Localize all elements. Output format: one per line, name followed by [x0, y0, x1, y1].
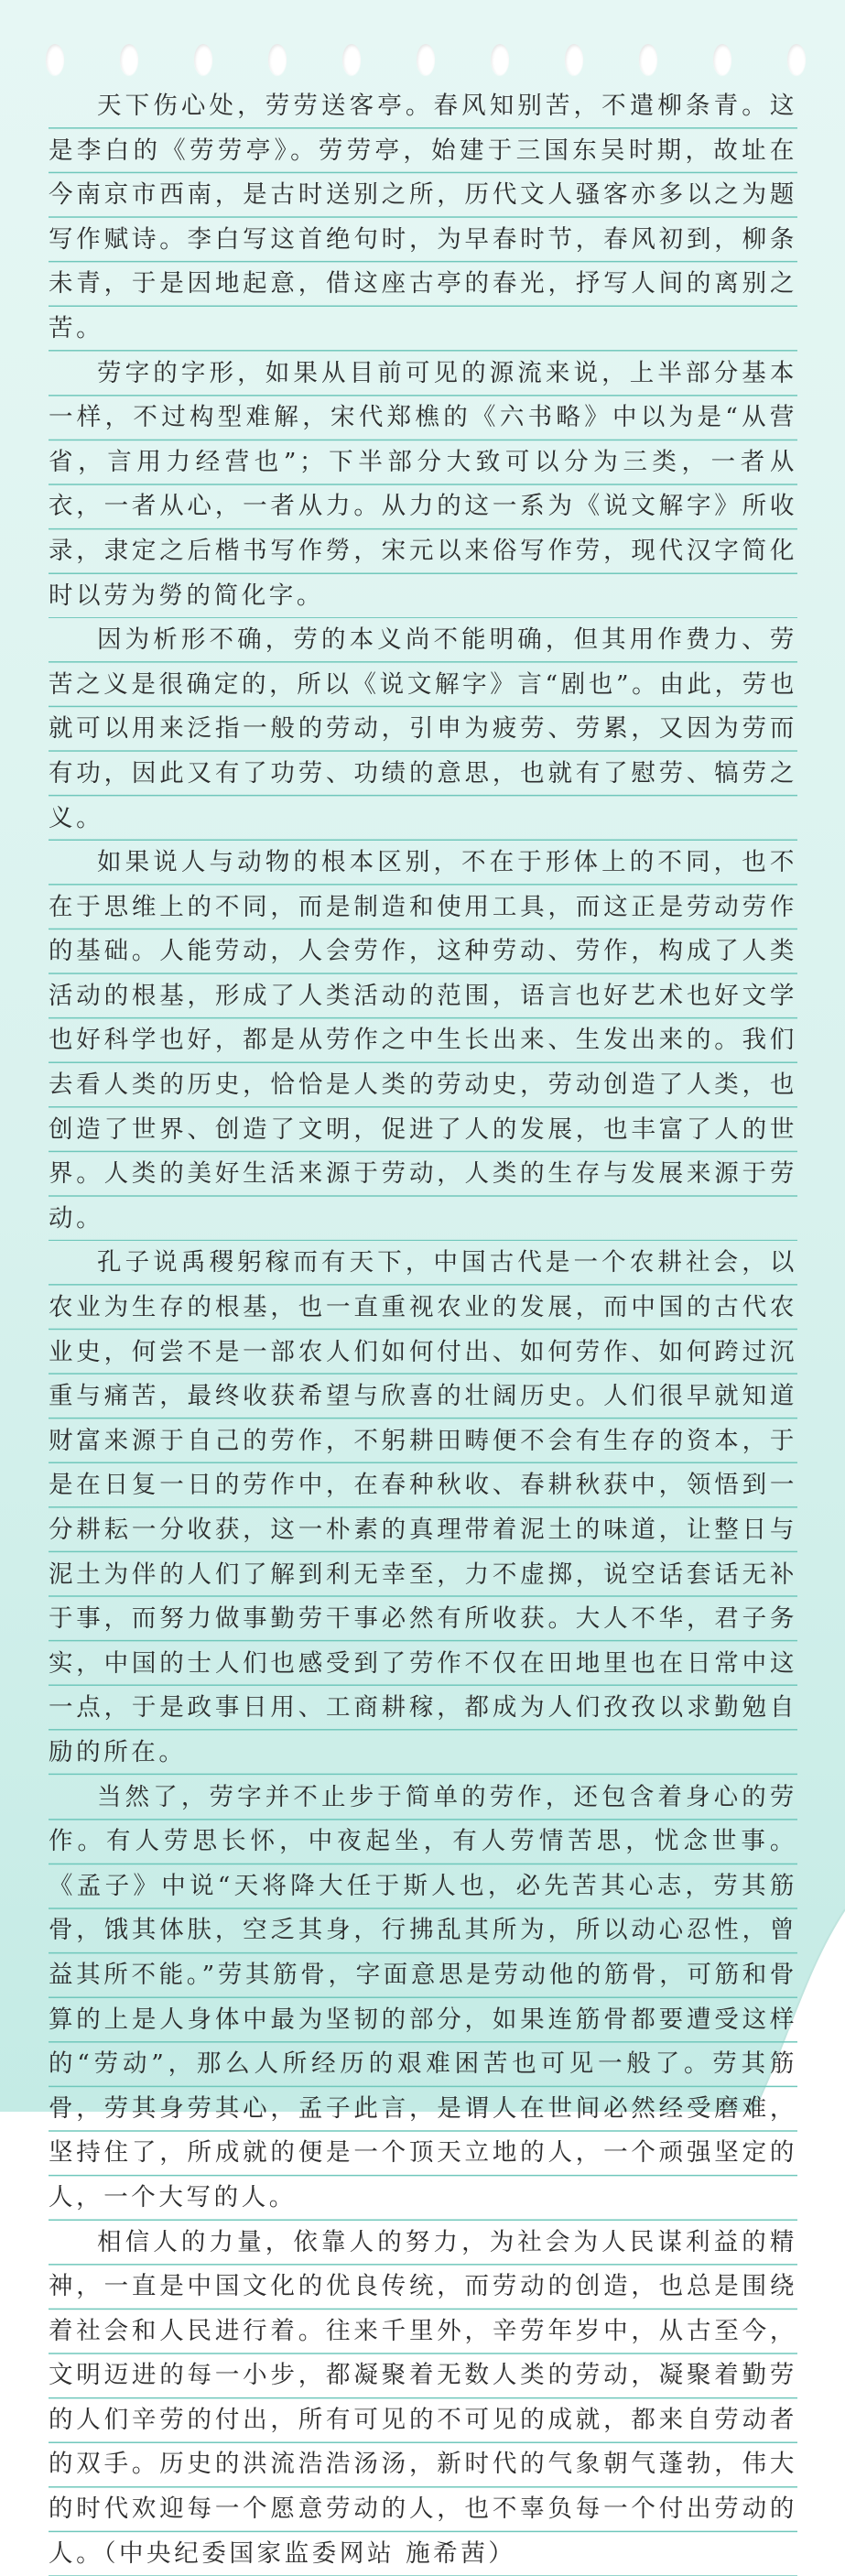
binder-hole [194, 44, 212, 75]
binder-hole [713, 44, 731, 75]
paragraph-mind-and-body: 当然了，劳字并不止步于简单的劳作，还包含着身心的劳作。有人劳思长怀，中夜起坐，有人劳情苦思，忧念世事。《孟子》中说“天将降大任于斯人也，必先苦其心志，劳其筋骨，饿其体肤，空乏其身，行拂乱其所为，所以动心忍性，曾益其所不能。”劳其筋骨，字面意思是劳动他的筋骨，可筋和骨算的上是人身体中最为坚韧的部分，如果连筋骨都要遭受这样的“劳动”，那么人所经历的艰难困苦也可见一般了。劳其筋骨，劳其身劳其心，孟子此言，是谓人在世间必然经受磨难，坚持住了，所成就的便是一个顶天立地的人，一个顽强坚定的人，一个大写的人。 [49, 1776, 797, 2221]
paragraph-conclusion: 相信人的力量，依靠人的努力，为社会为人民谋利益的精神，一直是中国文化的优良传统，而劳动的创造，也总是围绕着社会和人民进行着。往来千里外，辛劳年岁中，从古至今，文明迈进的每一小步，都凝聚着无数人类的劳动，凝聚着勤劳的人们辛劳的付出，所有可见的不可见的成就，都来自劳动者的双手。历史的洪流浩浩汤汤，新时代的气象朝气蓬勃，伟大的时代欢迎每一个愿意劳动的人，也不辜负每一个付出劳动的人。（中央纪委国家监委网站 施希茜） [49, 2221, 797, 2576]
binder-hole [565, 44, 583, 75]
binder-hole [342, 44, 361, 75]
binder-hole [639, 44, 657, 75]
binder-holes [46, 44, 806, 81]
paragraph-character-form: 劳字的字形，如果从目前可见的源流来说，上半部分基本一样，不过构型难解，宋代郑樵的《六书略》中以为是“从营省，言用力经营也”；下半部分大致可以分为三类，一者从衣，一者从心，一者从力。从力的这一系为《说文解字》所收录，隶定之后楷书写作勞，宋元以来俗写作劳，现代汉字简化时以劳为勞的简化字。 [49, 352, 797, 619]
paragraph-agriculture: 孔子说禹稷躬稼而有天下，中国古代是一个农耕社会，以农业为生存的根基，也一直重视农业的发展，而中国的古代农业史，何尝不是一部农人们如何付出、如何劳作、如何跨过沉重与痛苦，最终收获希望与欣喜的壮阔历史。人们很早就知道财富来源于自己的劳作，不躬耕田畴便不会有生存的资本，于是在日复一日的劳作中，在春种秋收、春耕秋获中，领悟到一分耕耘一分收获，这一朴素的真理带着泥土的味道，让整日与泥土为伴的人们了解到利无幸至，力不虚掷，说空话套话无补于事，而努力做事勤劳干事必然有所收获。大人不华，君子务实，中国的士人们也感受到了劳作不仅在田地里也在日常中这一点，于是政事日用、工商耕稼，都成为人们孜孜以求勤勉自励的所在。 [49, 1241, 797, 1775]
paragraph-laolao-pavilion: 天下伤心处，劳劳送客亭。春风知别苦，不遣柳条青。这是李白的《劳劳亭》。劳劳亭，始建于三国东吴时期，故址在今南京市西南，是古时送别之所，历代文人骚客亦多以之为题写作赋诗。李白写这首绝句时，为早春时节，春风初到，柳条未青，于是因地起意，借这座古亭的春光，抒写人间的离别之苦。 [49, 84, 797, 352]
binder-hole [417, 44, 435, 75]
paragraph-meaning: 因为析形不确，劳的本义尚不能明确，但其用作费力、劳苦之义是很确定的，所以《说文解字》言“剧也”。由此，劳也就可以用来泛指一般的劳动，引申为疲劳、劳累，又因为劳而有功，因此又有了功劳、功绩的意思，也就有了慰劳、犒劳之义。 [49, 618, 797, 841]
binder-hole [268, 44, 287, 75]
binder-hole [491, 44, 509, 75]
binder-hole [120, 44, 138, 75]
binder-hole [46, 44, 64, 75]
article-body [49, 84, 797, 2576]
paragraph-human-labor: 如果说人与动物的根本区别，不在于形体上的不同，也不在于思维上的不同，而是制造和使用工具，而这正是劳动劳作的基础。人能劳动，人会劳作，这种劳动、劳作，构成了人类活动的根基，形成了人类活动的范围，语言也好艺术也好文学也好科学也好，都是从劳作之中生长出来、生发出来的。我们去看人类的历史，恰恰是人类的劳动史，劳动创造了人类，也创造了世界、创造了文明，促进了人的发展，也丰富了人的世界。人类的美好生活来源于劳动，人类的生存与发展来源于劳动。 [49, 841, 797, 1241]
binder-hole [787, 44, 806, 75]
